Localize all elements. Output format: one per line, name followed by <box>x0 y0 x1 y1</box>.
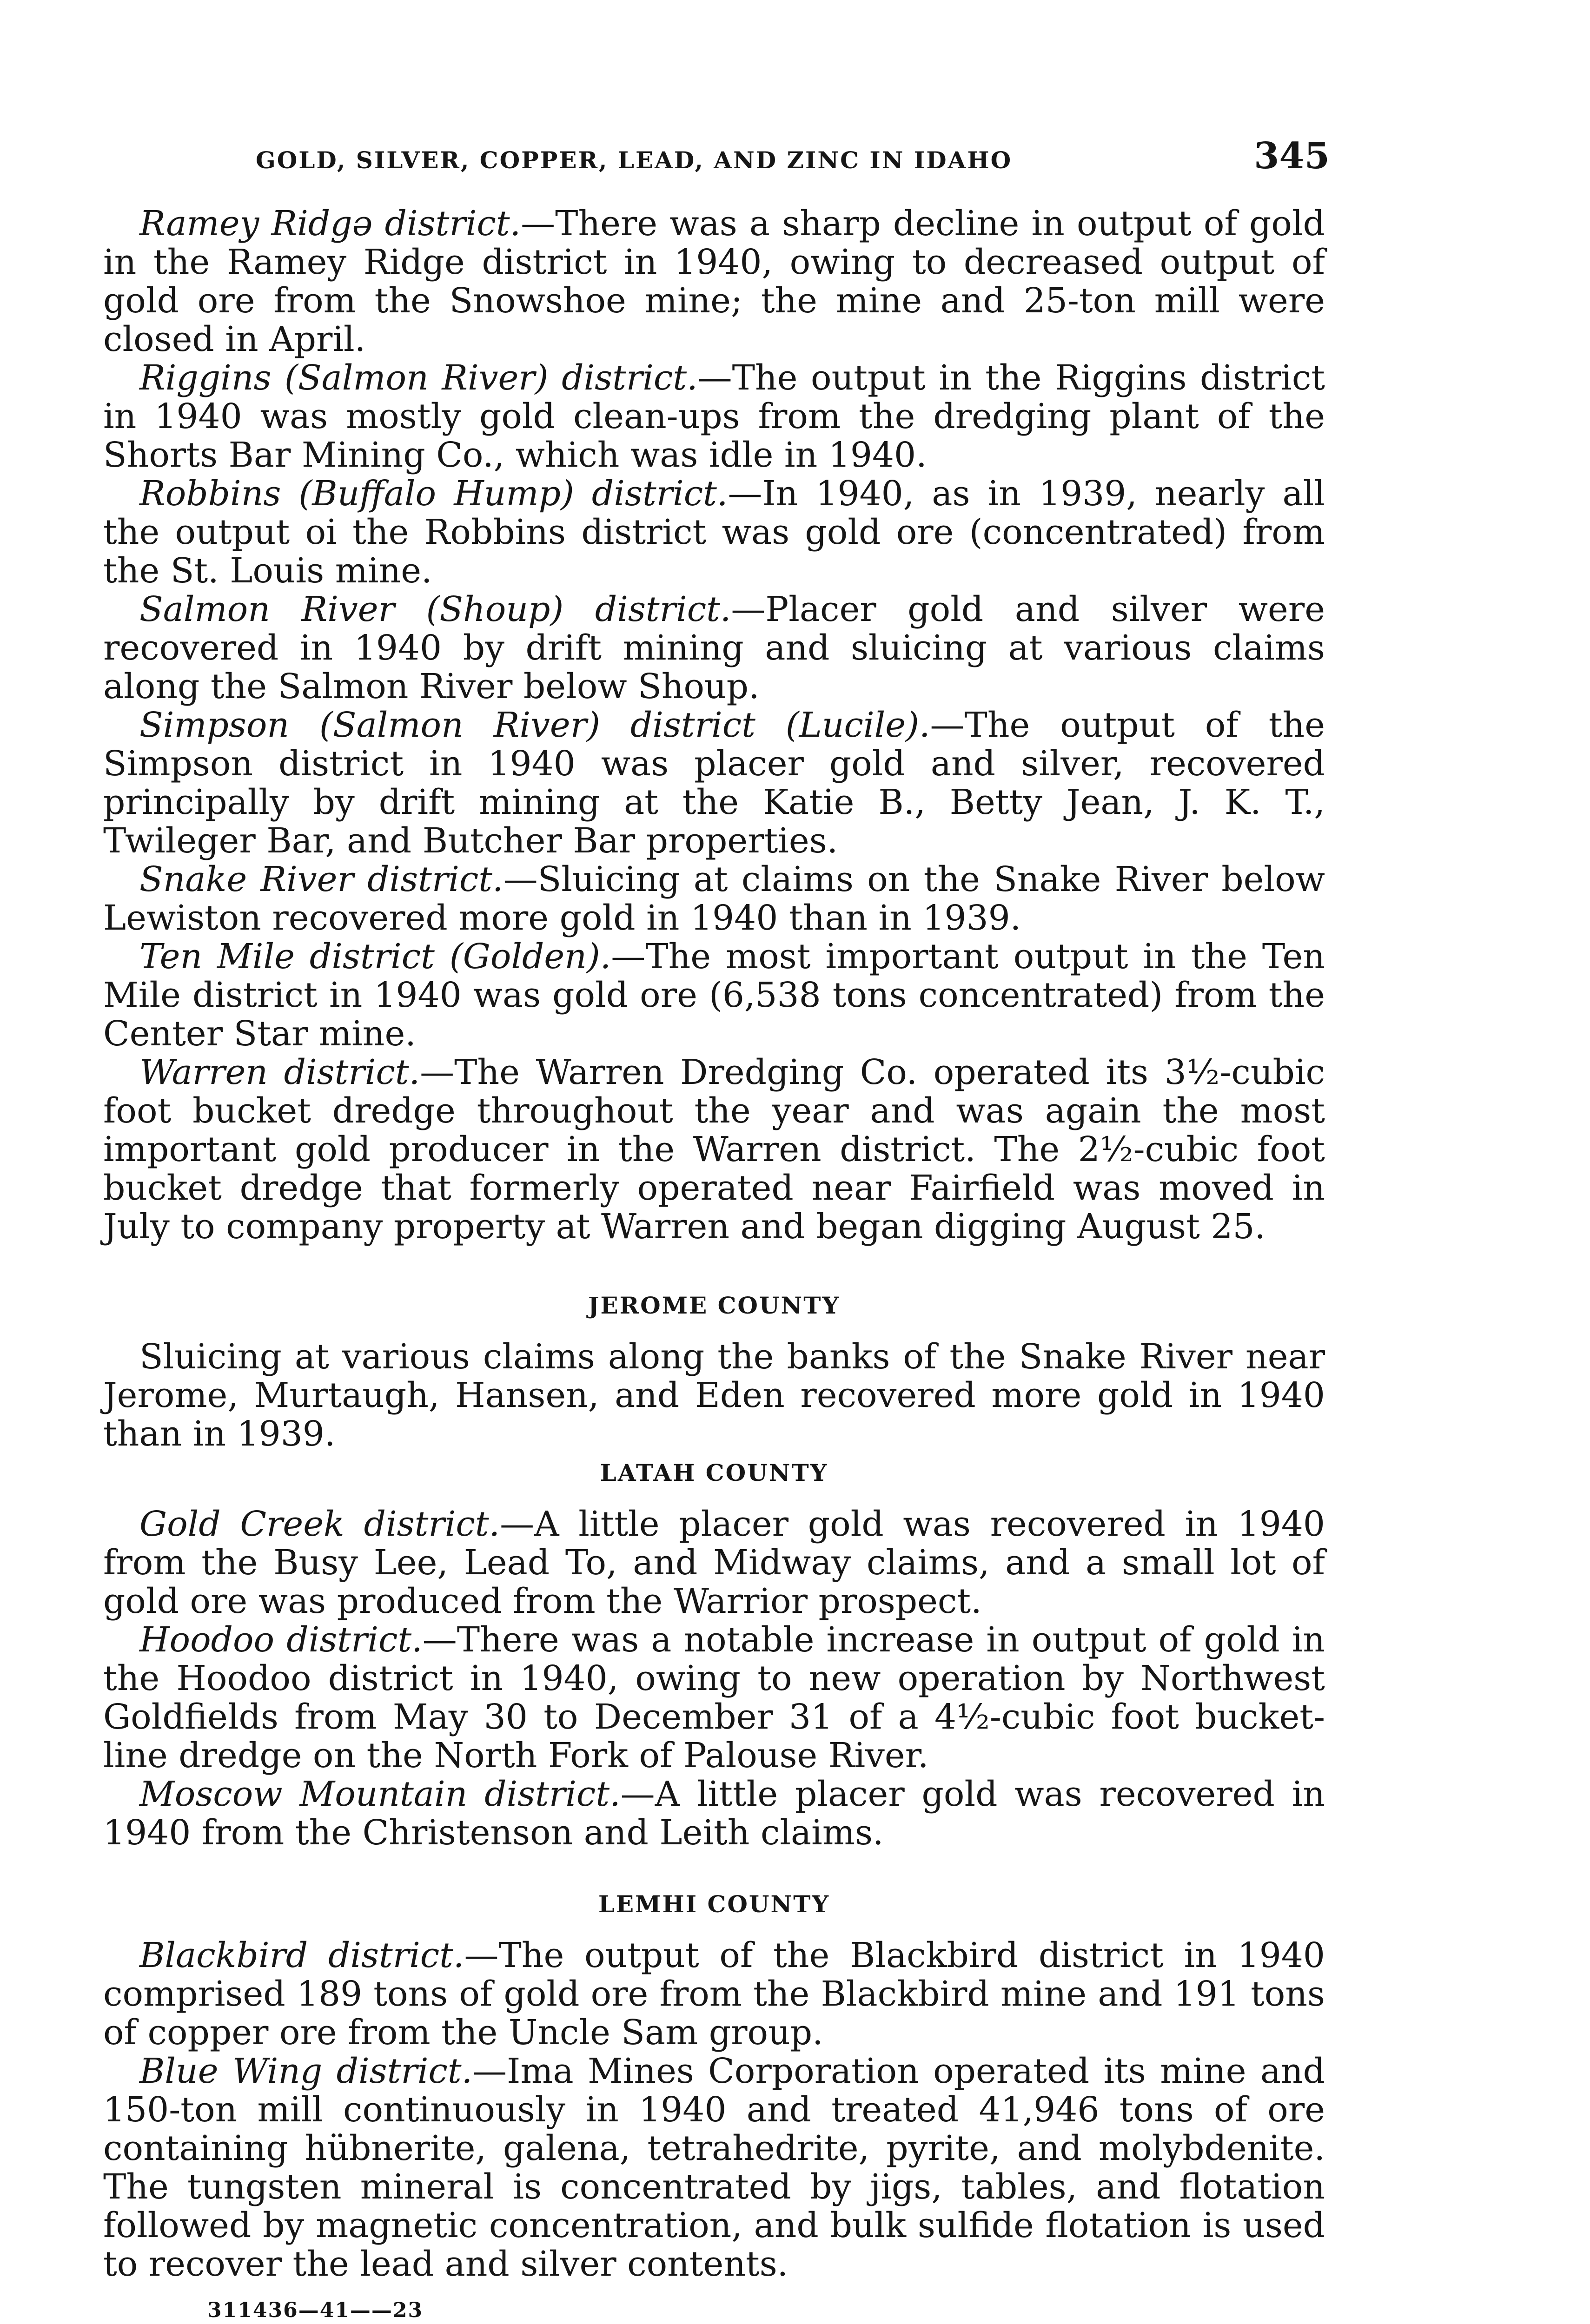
district-text: —The most important output in the Ten Mile district in 1940 was gold ore (6,538 tons concentrated) from the Center Star mine. <box>103 937 1325 1054</box>
district-label: Robbins (Buffalo Hump) district. <box>139 474 728 514</box>
district-text: —There was a sharp decline in output of gold in the Ramey Ridge district in 1940, owing to decreased output of gold ore from the Snowshoe mine; the mine and 25-ton mill were closed in April. <box>103 204 1325 359</box>
district-paragraph <box>103 1053 1325 1246</box>
district-paragraph <box>103 475 1325 590</box>
district-label: Gold Creek district. <box>139 1504 500 1544</box>
district-text: —The Warren Dredging Co. operated its 3½-cubic foot bucket dredge throughout the year and was again the most important gold producer in the Warren district. The 2½-cubic foot bucket dredge that formerly operated near Fairfield was moved in July to company property at Warren and began digging August 25. <box>103 1052 1325 1247</box>
district-paragraph <box>103 1621 1325 1775</box>
district-text: —Ima Mines Corporation operated its mine and 150-ton mill continuously in 1940 and treated 41,946 tons of ore containing hübnerite, galena, tetrahedrite, pyrite, and molybdenite. The tungsten mineral is concentrated by jigs, tables, and flotation followed by magnetic concentration, and bulk sulfide flotation is used to recover the lead and silver contents. <box>103 2051 1325 2284</box>
district-text: —A little placer gold was recovered in 1940 from the Busy Lee, Lead To, and Midway claims, and a small lot of gold ore was produced from the Warrior prospect. <box>103 1504 1325 1621</box>
section-gap <box>103 1325 1325 1338</box>
district-label: Riggins (Salmon River) district. <box>139 358 698 398</box>
district-text: —In 1940, as in 1939, nearly all the output oi the Robbins district was gold ore (concentrated) from the St. Louis mine. <box>103 474 1325 591</box>
district-paragraph <box>103 1505 1325 1621</box>
district-label: Warren district. <box>139 1052 420 1092</box>
county-paragraph: Sluicing at various claims along the banks of the Snake River near Jerome, Murtaugh, Hansen, and Eden recovered more gold in 1940 than in 1939. <box>103 1337 1325 1454</box>
district-label: Snake River district. <box>139 859 504 899</box>
latah-county-heading: LATAH COUNTY <box>600 1459 828 1486</box>
district-paragraph <box>103 860 1325 938</box>
district-label: Blackbird district. <box>139 1935 464 1975</box>
section-gap <box>103 1492 1325 1505</box>
section-gap <box>103 1923 1325 1936</box>
section-gap <box>103 1852 1325 1885</box>
district-paragraph <box>103 1775 1325 1852</box>
running-header <box>107 135 1330 177</box>
printer-mark: 311436—41——23 <box>207 2298 424 2322</box>
lemhi-county-heading: LEMHI COUNTY <box>598 1890 830 1918</box>
district-label: Salmon River (Shoup) district. <box>139 589 731 629</box>
district-paragraph <box>103 938 1325 1053</box>
district-text: —A little placer gold was recovered in 1940 from the Christenson and Leith claims. <box>103 1774 1325 1853</box>
jerome-county-heading: JEROME COUNTY <box>588 1292 841 1319</box>
body-text <box>103 205 1325 2284</box>
district-label: Ten Mile district (Golden). <box>139 937 611 977</box>
district-paragraph <box>103 205 1325 359</box>
section-gap <box>103 1246 1325 1286</box>
district-text: —The output in the Riggins district in 1940 was mostly gold clean-ups from the dredging plant of the Shorts Bar Mining Co., which was idle in 1940. <box>103 358 1325 475</box>
district-text: —There was a notable increase in output of gold in the Hoodoo district in 1940, owing to new operation by Northwest Goldfields from May 30 to December 31 of a 4½-cubic foot bucket-line dredge on the North Fork of Palouse River. <box>103 1620 1325 1776</box>
district-label: Ramey Ridgə district. <box>139 204 521 244</box>
district-text: —The output of the Blackbird district in 1940 comprised 189 tons of gold ore from the Blackbird mine and 191 tons of copper ore from the Uncle Sam group. <box>103 1935 1325 2053</box>
running-title: GOLD, SILVER, COPPER, LEAD, AND ZINC IN IDAHO <box>256 146 1013 174</box>
page-number: 345 <box>1254 135 1330 177</box>
district-paragraph <box>103 590 1325 706</box>
district-paragraph <box>103 2052 1325 2284</box>
district-label: Hoodoo district. <box>139 1620 423 1660</box>
district-label: Blue Wing district. <box>139 2051 473 2091</box>
district-label: Simpson (Salmon River) district (Lucile). <box>139 705 930 745</box>
district-text: —Sluicing at claims on the Snake River below Lewiston recovered more gold in 1940 than in 1939. <box>103 859 1325 938</box>
district-paragraph <box>103 706 1325 860</box>
district-label: Moscow Mountain district. <box>139 1774 621 1814</box>
district-text: —The output of the Simpson district in 1940 was placer gold and silver, recovered principally by drift mining at the Katie B., Betty Jean, J. K. T., Twileger Bar, and Butcher Bar properties. <box>103 705 1325 861</box>
district-paragraph <box>103 359 1325 475</box>
district-paragraph <box>103 1936 1325 2052</box>
district-text: —Placer gold and silver were recovered in 1940 by drift mining and sluicing at various claims along the Salmon River below Shoup. <box>103 589 1325 706</box>
